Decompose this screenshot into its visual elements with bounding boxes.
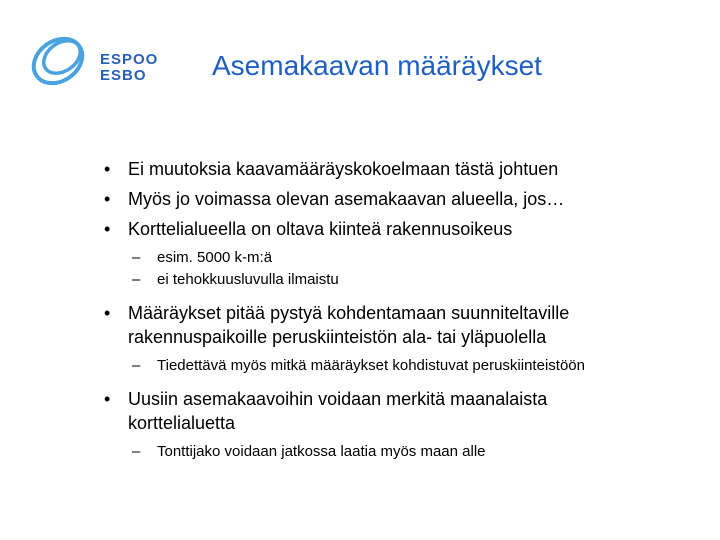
bullet-item-3 <box>0 217 720 241</box>
espoo-ring-icon <box>24 24 96 94</box>
sub-bullet-item <box>0 355 720 377</box>
bullet-text: Ei muutoksia kaavamääräyskokoelmaan tästä johtuen <box>128 159 559 179</box>
sub-bullet-item <box>0 441 720 463</box>
bullet-icon: • <box>104 389 111 409</box>
sub-bullet-text: Tonttijako voidaan jatkossa laatia myös maan alle <box>157 443 486 460</box>
dash-icon: – <box>132 271 141 288</box>
bullet-list <box>0 157 720 463</box>
bullet-text-line-2: rakennuspaikoille peruskiinteistön ala- tai yläpuolella <box>128 327 547 347</box>
bullet-icon: • <box>104 159 111 179</box>
bullet-text-line-1: Määräykset pitää pystyä kohdentamaan suunniteltaville <box>128 303 570 323</box>
dash-icon: – <box>132 357 141 374</box>
bullet-text: Korttelialueella on oltava kiinteä rakennusoikeus <box>128 219 513 239</box>
bullet-icon: • <box>104 303 111 323</box>
logo-line-1: ESPOO <box>100 51 159 68</box>
bullet-text: Myös jo voimassa olevan asemakaavan alueella, jos… <box>128 189 565 209</box>
bullet-item-2 <box>0 187 720 211</box>
dash-icon: – <box>132 443 141 460</box>
sub-bullet-text: ei tehokkuusluvulla ilmaistu <box>157 271 339 288</box>
sub-bullet-item <box>0 269 720 291</box>
sub-bullet-text: Tiedettävä myös mitkä määräykset kohdistuvat peruskiinteistöön <box>157 357 585 374</box>
logo-text <box>100 52 158 84</box>
sub-bullet-item <box>0 247 720 269</box>
bullet-item-4 <box>0 301 720 349</box>
sub-bullet-text: esim. 5000 k-m:ä <box>157 249 273 266</box>
bullet-icon: • <box>104 189 111 209</box>
espoo-logo <box>24 24 174 94</box>
page-title: Asemakaavan määräykset <box>212 50 542 81</box>
bullet-text-line-2: korttelialuetta <box>128 413 236 433</box>
bullet-text-line-1: Uusiin asemakaavoihin voidaan merkitä maanalaista <box>128 389 548 409</box>
bullet-item-1 <box>0 157 720 181</box>
dash-icon: – <box>132 249 141 266</box>
logo-line-2: ESBO <box>100 67 147 84</box>
bullet-item-5 <box>0 387 720 435</box>
bullet-icon: • <box>104 219 111 239</box>
